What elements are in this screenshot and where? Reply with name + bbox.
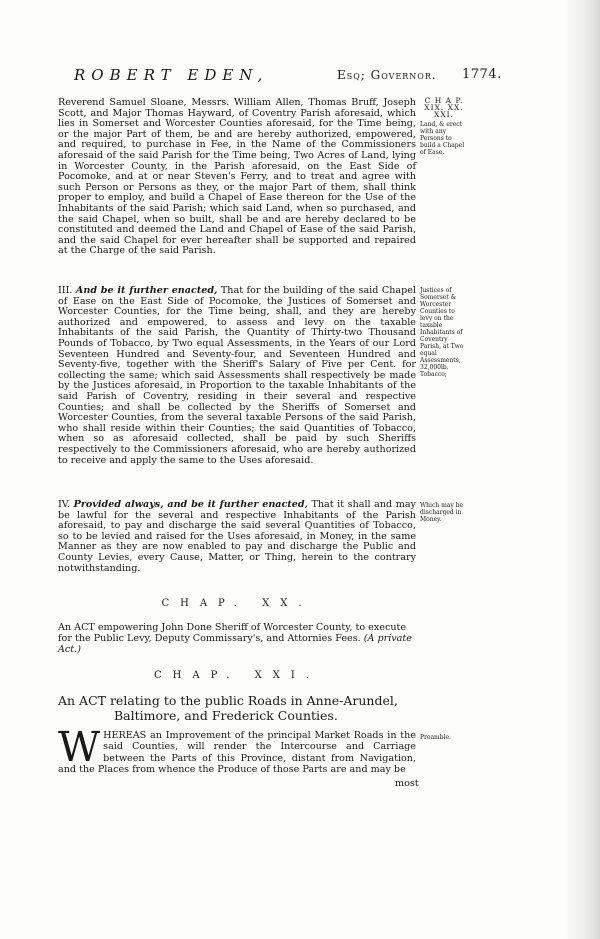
section-four-lead: IV. bbox=[58, 499, 71, 510]
section-three-lead: III. bbox=[58, 285, 73, 296]
paragraph-section-three bbox=[58, 286, 416, 466]
margin-chap-xxi: XXI. bbox=[433, 110, 455, 119]
chapter-xx-act bbox=[58, 622, 416, 655]
drop-cap: W bbox=[58, 723, 101, 771]
margin-note-preamble: Preamble. bbox=[420, 734, 451, 741]
header-name: ROBERT EDEN, bbox=[74, 66, 269, 84]
margin-chap-numbers: XIX. XX. bbox=[424, 103, 464, 112]
paragraph-section-four bbox=[58, 500, 416, 574]
catchword: most bbox=[395, 778, 419, 789]
section-three-enact: And be it further enacted, bbox=[75, 285, 218, 296]
chapter-xxi-title-line1: An ACT relating to the public Roads in Anne-Arundel, bbox=[58, 693, 398, 708]
margin-note-chap bbox=[420, 97, 468, 156]
margin-chap-label: C H A P. bbox=[424, 96, 464, 105]
section-three-text: That for the building of the said Chapel of Ease on the East Side of Pocomoke, the Justices of Somerset and Worcester Counties, for the Time being, shall, and they are hereby authorized and empowered, to assess and levy on the taxable Inhabitants of the said Parish, the Quantity of Thirty-two Thousand Pounds of Tobacco, by Two equal Assessments, in the Years of our Lord Seventeen Hundred and Seventy-four, and Seventeen Hundred and Seventy-five, together with the Sheriff's Salary of Five per Cent. for collecting the same; which said Assessments shall respectively be made by the Justices aforesaid, in Proportion to the taxable Inhabitants of the said Parish of Coventry, residing in their several and respective Counties; and shall be collected by the Sheriffs of Somerset and Worcester Counties, from the several taxable Persons of the said Parish, who shall reside within their Counties; the said Quantities of Tobacco, when so as aforesaid collected, shall be paid by such Sheriffs respectively to the Commissioners aforesaid, who are hereby authorized to receive and apply the same to the Uses aforesaid. bbox=[58, 285, 416, 466]
chapter-xx-heading: CHAP. XX. bbox=[161, 598, 313, 609]
chapter-xxi-title bbox=[58, 693, 416, 723]
header-title: Esq; Governor. bbox=[337, 68, 437, 82]
chapter-xx-title: An ACT empowering John Done Sheriff of Worcester County, to execute for the Public Levy, Deputy Commissary's, and Attornies Fees. bbox=[58, 622, 407, 644]
preamble-paragraph bbox=[58, 723, 416, 776]
header-year: 1774. bbox=[462, 67, 502, 82]
section-four-enact: Provided always, and be it further enacted, bbox=[73, 499, 308, 510]
preamble-text: HEREAS an Improvement of the principal Market Roads in the said Counties, will render the Intercourse and Carriage between the Parts of this Province, distant from Navigation, and the Places from whence the Produce of those Parts are and may be bbox=[58, 730, 416, 776]
margin-note-land: Land, & erect with any Persons to build a Chapel of Ease. bbox=[420, 121, 465, 156]
chapter-xx-private: (A private Act.) bbox=[58, 633, 412, 655]
chapter-xxi-title-line2: Baltimore, and Frederick Counties. bbox=[114, 708, 338, 723]
running-header bbox=[74, 66, 514, 88]
margin-note-justices: Justices of Somerset & Worcester Counties to levy on the taxable Inhabitants of Coventry Parish, at Two equal Assessments, 32,000lb. Tobacco; bbox=[420, 287, 464, 378]
page-edge-shadow bbox=[566, 0, 600, 939]
chapter-xxi-heading: CHAP. XXI. bbox=[153, 670, 321, 681]
paragraph-chapel-purchase: Reverend Samuel Sloane, Messrs. William Allen, Thomas Bruff, Joseph Scott, and Major Thomas Hayward, of Coventry Parish aforesaid, which lies in Somerset and Worcester Counties aforesaid, for the Time being, or the major Part of them, be and are hereby authorized, empowered, and required, to purchase in Fee, in the Name of the Commissioners aforesaid of the said Parish for the Time being, Two Acres of Land, lying in Worcester County, in the Parish aforesaid, on the East Side of Pocomoke, and at or near Steven's Ferry, and to treat and agree with such Person or Persons as they, or the major Part of them, shall think proper to employ, and build a Chapel of Ease thereon for the Use of the Inhabitants of the said Parish; which said Land, when so purchased, and the said Chapel, when so built, shall be and are hereby declared to be constituted and deemed the Land and Chapel of Ease of the said Parish, and the said Chapel for ever hereafter shall be supported and repaired at the Charge of the said Parish. bbox=[58, 97, 416, 257]
section-four-text: That it shall and may be lawful for the several and respective Inhabitants of the Parish aforesaid, to pay and discharge the said several Quantities of Tobacco, so to be levied and raised for the Uses aforesaid, in Money, in the same Manner as they are now enabled to pay and discharge the Public and County Levies, every Cause, Matter, or Thing, herein to the contrary notwithstanding. bbox=[58, 499, 416, 574]
margin-note-money: Which may be discharged in Money. bbox=[420, 502, 464, 523]
